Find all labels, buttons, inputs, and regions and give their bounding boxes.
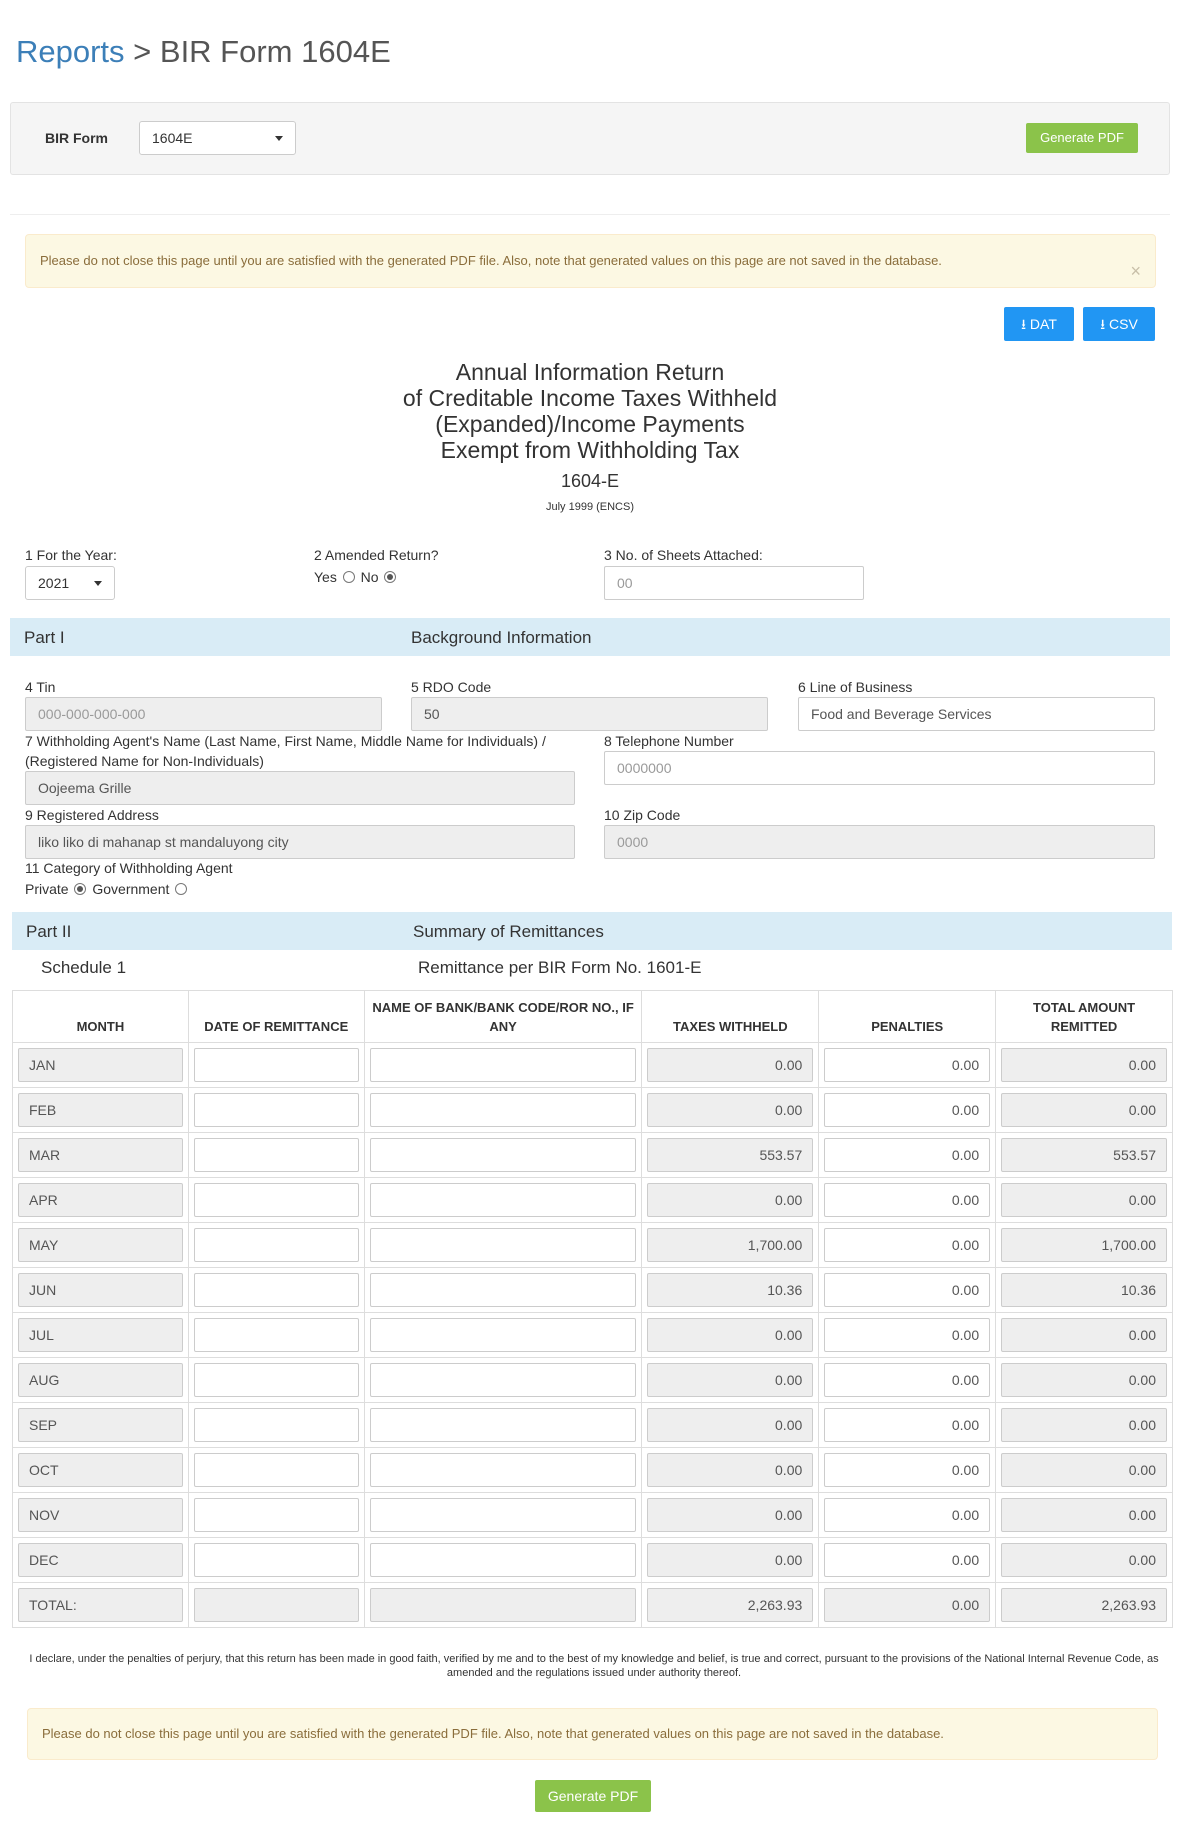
table-cell	[642, 1358, 819, 1403]
part-one-header	[10, 618, 1170, 656]
table-cell	[13, 1088, 189, 1133]
table-header-row	[13, 991, 1173, 1043]
total-remitted-cell: 0.00	[1001, 1093, 1167, 1127]
amended-label: 2 Amended Return?	[314, 547, 439, 563]
table-total-row	[13, 1583, 1173, 1628]
bank-name-input[interactable]	[370, 1183, 637, 1217]
date-of-remittance-input[interactable]	[194, 1138, 359, 1172]
warning-alert-top	[25, 234, 1156, 288]
bank-name-input[interactable]	[370, 1543, 637, 1577]
taxes-withheld-cell: 0.00	[647, 1408, 813, 1442]
table-cell	[996, 1178, 1173, 1223]
table-cell	[13, 1268, 189, 1313]
table-cell	[188, 1313, 364, 1358]
total-remitted-cell: 0.00	[1001, 1408, 1167, 1442]
category-government-radio[interactable]	[175, 883, 187, 895]
penalties-input[interactable]: 0.00	[824, 1273, 990, 1307]
telephone-input[interactable]: 0000000	[604, 751, 1155, 785]
table-cell	[819, 1538, 996, 1583]
year-select[interactable]	[25, 566, 115, 600]
date-of-remittance-input[interactable]	[194, 1318, 359, 1352]
month-cell: SEP	[18, 1408, 183, 1442]
bank-name-input[interactable]	[370, 1228, 637, 1262]
taxes-withheld-cell: 1,700.00	[647, 1228, 813, 1262]
divider	[10, 214, 1170, 215]
chevron-down-icon	[94, 581, 102, 586]
table-row	[13, 1133, 1173, 1178]
remittance-table	[12, 990, 1173, 1628]
year-label: 1 For the Year:	[25, 547, 117, 563]
zip-input[interactable]: 0000	[604, 825, 1155, 859]
amended-no-radio[interactable]	[384, 571, 396, 583]
table-row	[13, 1268, 1173, 1313]
table-cell	[13, 1583, 189, 1628]
bank-name-input[interactable]	[370, 1048, 637, 1082]
column-header-bank: NAME OF BANK/BANK CODE/ROR NO., IF ANY	[364, 991, 642, 1043]
month-cell: JUL	[18, 1318, 183, 1352]
download-icon: ⭳	[1100, 316, 1106, 332]
total-remitted-cell: 553.57	[1001, 1138, 1167, 1172]
table-cell	[642, 1538, 819, 1583]
table-cell	[819, 1583, 996, 1628]
month-cell: JUN	[18, 1273, 183, 1307]
date-of-remittance-input[interactable]	[194, 1228, 359, 1262]
schedule-label: Schedule 1	[41, 958, 127, 977]
export-csv-label: CSV	[1109, 316, 1138, 332]
sheets-input[interactable]: 00	[604, 566, 864, 600]
table-cell	[364, 1403, 642, 1448]
table-cell	[364, 1493, 642, 1538]
part-two-title: Summary of Remittances	[413, 922, 604, 941]
table-cell	[819, 1358, 996, 1403]
form-title-line: of Creditable Income Taxes Withheld	[402, 385, 778, 411]
column-header-month: MONTH	[13, 991, 189, 1043]
table-cell	[996, 1403, 1173, 1448]
category-private-label: Private	[25, 881, 69, 897]
form-title-line: Annual Information Return	[455, 359, 725, 385]
month-cell: MAY	[18, 1228, 183, 1262]
table-cell	[13, 1403, 189, 1448]
table-cell	[13, 1448, 189, 1493]
column-header-total: TOTAL AMOUNT REMITTED	[996, 991, 1173, 1043]
telephone-label: 8 Telephone Number	[604, 733, 734, 749]
table-row	[13, 1088, 1173, 1133]
table-cell	[996, 1358, 1173, 1403]
export-dat-button[interactable]	[1004, 307, 1074, 341]
table-cell	[642, 1448, 819, 1493]
penalties-input[interactable]: 0.00	[824, 1498, 990, 1532]
date-of-remittance-input[interactable]	[194, 1048, 359, 1082]
table-cell	[364, 1223, 642, 1268]
total-remitted-cell: 0.00	[1001, 1453, 1167, 1487]
penalties-input[interactable]: 0.00	[824, 1318, 990, 1352]
amended-yes-label: Yes	[314, 569, 337, 585]
alert-text: Please do not close this page until you are satisfied with the generated PDF file. Also, note that generated values on this page are not saved in the database.	[40, 253, 942, 268]
table-cell	[642, 1133, 819, 1178]
table-cell	[996, 1493, 1173, 1538]
total-remitted-cell: 0.00	[1001, 1183, 1167, 1217]
date-of-remittance-input[interactable]	[194, 1363, 359, 1397]
table-row	[13, 1493, 1173, 1538]
generate-pdf-button-bottom[interactable]: Generate PDF	[535, 1780, 651, 1812]
tin-label: 4 Tin	[25, 679, 56, 695]
table-cell	[13, 1538, 189, 1583]
table-cell	[819, 1178, 996, 1223]
month-cell: FEB	[18, 1093, 183, 1127]
bank-name-input[interactable]	[370, 1498, 637, 1532]
bir-form-label: BIR Form	[45, 130, 108, 146]
table-cell	[13, 1178, 189, 1223]
table-row	[13, 1178, 1173, 1223]
close-icon[interactable]: ×	[1130, 261, 1141, 281]
date-of-remittance-input[interactable]	[194, 1183, 359, 1217]
agent-name-input[interactable]: Oojeema Grille	[25, 771, 575, 805]
agent-name-label-2: (Registered Name for Non-Individuals)	[25, 753, 264, 769]
rdo-input[interactable]: 50	[411, 697, 768, 731]
table-cell	[996, 1448, 1173, 1493]
total-penalties-cell: 0.00	[824, 1588, 990, 1622]
table-row	[13, 1358, 1173, 1403]
table-cell	[364, 1268, 642, 1313]
table-cell	[819, 1088, 996, 1133]
column-header-taxes: TAXES WITHHELD	[642, 991, 819, 1043]
bank-name-input[interactable]	[370, 1453, 637, 1487]
bank-name-input[interactable]	[370, 1408, 637, 1442]
table-cell	[996, 1313, 1173, 1358]
bir-form-select-value: 1604E	[152, 130, 193, 146]
table-cell	[364, 1448, 642, 1493]
table-cell	[642, 1583, 819, 1628]
bank-name-input[interactable]	[370, 1273, 637, 1307]
table-cell	[188, 1178, 364, 1223]
table-cell	[642, 1088, 819, 1133]
rdo-label: 5 RDO Code	[411, 679, 492, 695]
table-cell	[642, 1268, 819, 1313]
table-cell	[819, 1223, 996, 1268]
table-cell	[188, 1043, 364, 1088]
amended-options	[314, 569, 398, 585]
table-cell	[364, 1043, 642, 1088]
breadcrumb	[16, 34, 391, 70]
total-label-cell: TOTAL:	[18, 1588, 183, 1622]
table-cell	[188, 1268, 364, 1313]
table-cell	[642, 1223, 819, 1268]
month-cell: MAR	[18, 1138, 183, 1172]
export-csv-button[interactable]	[1083, 307, 1155, 341]
month-cell: OCT	[18, 1453, 183, 1487]
form-selector-panel	[10, 102, 1170, 175]
zip-label: 10 Zip Code	[604, 807, 681, 823]
taxes-withheld-cell: 0.00	[647, 1093, 813, 1127]
table-cell	[188, 1223, 364, 1268]
table-row	[13, 1313, 1173, 1358]
form-title-line: Exempt from Withholding Tax	[440, 437, 740, 463]
month-cell: JAN	[18, 1048, 183, 1082]
table-cell	[13, 1493, 189, 1538]
table-cell	[364, 1583, 642, 1628]
chevron-down-icon	[275, 136, 283, 141]
date-of-remittance-input[interactable]	[194, 1453, 359, 1487]
table-cell	[13, 1358, 189, 1403]
amended-no-label: No	[360, 569, 379, 585]
year-select-value: 2021	[38, 575, 70, 591]
table-cell	[996, 1133, 1173, 1178]
form-code: 1604-E	[560, 471, 620, 491]
table-cell	[364, 1178, 642, 1223]
date-of-remittance-input[interactable]	[194, 1273, 359, 1307]
table-cell	[819, 1313, 996, 1358]
table-cell	[996, 1088, 1173, 1133]
table-cell	[996, 1538, 1173, 1583]
agent-name-label: 7 Withholding Agent's Name (Last Name, First Name, Middle Name for Individuals) /	[25, 733, 546, 749]
total-remitted-cell: 1,700.00	[1001, 1228, 1167, 1262]
taxes-withheld-cell: 0.00	[647, 1318, 813, 1352]
download-icon: ⭳	[1021, 316, 1027, 332]
total-remitted-cell: 0.00	[1001, 1318, 1167, 1352]
date-of-remittance-input[interactable]	[194, 1408, 359, 1442]
table-cell	[364, 1088, 642, 1133]
table-cell	[13, 1313, 189, 1358]
bank-name-input[interactable]	[370, 1138, 637, 1172]
total-remitted-cell: 0.00	[1001, 1048, 1167, 1082]
bir-form-select[interactable]	[139, 121, 296, 155]
column-header-penalties: PENALTIES	[819, 991, 996, 1043]
breadcrumb-separator: >	[124, 34, 160, 69]
form-title	[0, 359, 1180, 463]
category-options	[25, 881, 189, 897]
table-cell	[642, 1043, 819, 1088]
date-of-remittance-input[interactable]	[194, 1093, 359, 1127]
line-of-business-input[interactable]: Food and Beverage Services	[798, 697, 1155, 731]
taxes-withheld-cell: 553.57	[647, 1138, 813, 1172]
total-remitted-cell: 0.00	[1001, 1543, 1167, 1577]
total-remitted-cell: 0.00	[1001, 1363, 1167, 1397]
table-row	[13, 1403, 1173, 1448]
table-cell	[642, 1178, 819, 1223]
taxes-withheld-cell: 0.00	[647, 1453, 813, 1487]
table-cell	[819, 1043, 996, 1088]
total-taxes-cell: 2,263.93	[647, 1588, 813, 1622]
table-cell	[13, 1133, 189, 1178]
export-dat-label: DAT	[1029, 316, 1057, 332]
breadcrumb-link-reports[interactable]: Reports	[16, 34, 125, 69]
table-row	[13, 1538, 1173, 1583]
alert-text: Please do not close this page until you are satisfied with the generated PDF file. Also, note that generated values on this page are not saved in the database.	[42, 1726, 944, 1741]
part-one-label: Part I	[24, 628, 65, 647]
table-cell	[819, 1133, 996, 1178]
generate-pdf-button-top[interactable]: Generate PDF	[1026, 123, 1138, 153]
page-title: BIR Form 1604E	[159, 34, 391, 69]
warning-alert-bottom	[27, 1708, 1158, 1760]
penalties-input[interactable]: 0.00	[824, 1453, 990, 1487]
table-cell	[996, 1043, 1173, 1088]
category-private-radio[interactable]	[74, 883, 86, 895]
table-cell	[642, 1313, 819, 1358]
column-header-date: DATE OF REMITTANCE	[188, 991, 364, 1043]
table-cell	[996, 1583, 1173, 1628]
amended-yes-radio[interactable]	[343, 571, 355, 583]
table-cell	[13, 1223, 189, 1268]
table-cell	[364, 1133, 642, 1178]
address-input[interactable]: liko liko di mahanap st mandaluyong city	[25, 825, 575, 859]
penalties-input[interactable]: 0.00	[824, 1183, 990, 1217]
date-of-remittance-input[interactable]	[194, 1543, 359, 1577]
table-row	[13, 1043, 1173, 1088]
form-title-line: (Expanded)/Income Payments	[435, 411, 745, 437]
taxes-withheld-cell: 0.00	[647, 1048, 813, 1082]
grand-total-cell: 2,263.93	[1001, 1588, 1167, 1622]
penalties-input[interactable]: 0.00	[824, 1048, 990, 1082]
form-version: July 1999 (ENCS)	[545, 501, 635, 513]
table-cell	[364, 1538, 642, 1583]
penalties-input[interactable]: 0.00	[824, 1228, 990, 1262]
month-cell: NOV	[18, 1498, 183, 1532]
penalties-input[interactable]: 0.00	[824, 1093, 990, 1127]
part-two-header	[12, 912, 1172, 950]
table-cell	[996, 1268, 1173, 1313]
table-row	[13, 1448, 1173, 1493]
penalties-input[interactable]: 0.00	[824, 1363, 990, 1397]
penalties-input[interactable]: 0.00	[824, 1408, 990, 1442]
tin-input[interactable]: 000-000-000-000	[25, 697, 382, 731]
table-cell	[642, 1403, 819, 1448]
total-remitted-cell: 10.36	[1001, 1273, 1167, 1307]
table-cell	[188, 1403, 364, 1448]
total-date-cell	[194, 1588, 359, 1622]
part-one-title: Background Information	[411, 628, 592, 647]
taxes-withheld-cell: 0.00	[647, 1543, 813, 1577]
schedule-title: Remittance per BIR Form No. 1601-E	[418, 958, 702, 977]
table-body	[13, 1043, 1173, 1628]
total-bank-cell	[370, 1588, 637, 1622]
taxes-withheld-cell: 0.00	[647, 1363, 813, 1397]
month-cell: DEC	[18, 1543, 183, 1577]
table-cell	[819, 1268, 996, 1313]
table-row	[13, 1223, 1173, 1268]
total-remitted-cell: 0.00	[1001, 1498, 1167, 1532]
penalties-input[interactable]: 0.00	[824, 1543, 990, 1577]
table-cell	[188, 1538, 364, 1583]
part-two-label: Part II	[26, 922, 72, 941]
taxes-withheld-cell: 0.00	[647, 1498, 813, 1532]
table-cell	[364, 1358, 642, 1403]
month-cell: APR	[18, 1183, 183, 1217]
date-of-remittance-input[interactable]	[194, 1498, 359, 1532]
sheets-label: 3 No. of Sheets Attached:	[604, 547, 763, 563]
table-cell	[188, 1358, 364, 1403]
month-cell: AUG	[18, 1363, 183, 1397]
declaration-text: I declare, under the penalties of perjury, that this return has been made in good faith, verified by me and to the best of my knowledge and belief, is true and correct, pursuant to the provisions of the National Internal Revenue Code, as amended and the regulations issued under authority thereof.	[29, 1653, 1159, 1679]
table-cell	[13, 1043, 189, 1088]
taxes-withheld-cell: 0.00	[647, 1183, 813, 1217]
table-cell	[188, 1133, 364, 1178]
penalties-input[interactable]: 0.00	[824, 1138, 990, 1172]
table-cell	[364, 1313, 642, 1358]
category-label: 11 Category of Withholding Agent	[25, 860, 233, 876]
bank-name-input[interactable]	[370, 1363, 637, 1397]
table-cell	[819, 1448, 996, 1493]
line-of-business-label: 6 Line of Business	[798, 679, 913, 695]
bank-name-input[interactable]	[370, 1093, 637, 1127]
table-cell	[819, 1403, 996, 1448]
bank-name-input[interactable]	[370, 1318, 637, 1352]
table-cell	[819, 1493, 996, 1538]
table-cell	[188, 1448, 364, 1493]
table-cell	[188, 1088, 364, 1133]
table-cell	[188, 1493, 364, 1538]
table-cell	[188, 1583, 364, 1628]
taxes-withheld-cell: 10.36	[647, 1273, 813, 1307]
address-label: 9 Registered Address	[25, 807, 159, 823]
table-cell	[642, 1493, 819, 1538]
category-government-label: Government	[92, 881, 170, 897]
table-cell	[996, 1223, 1173, 1268]
